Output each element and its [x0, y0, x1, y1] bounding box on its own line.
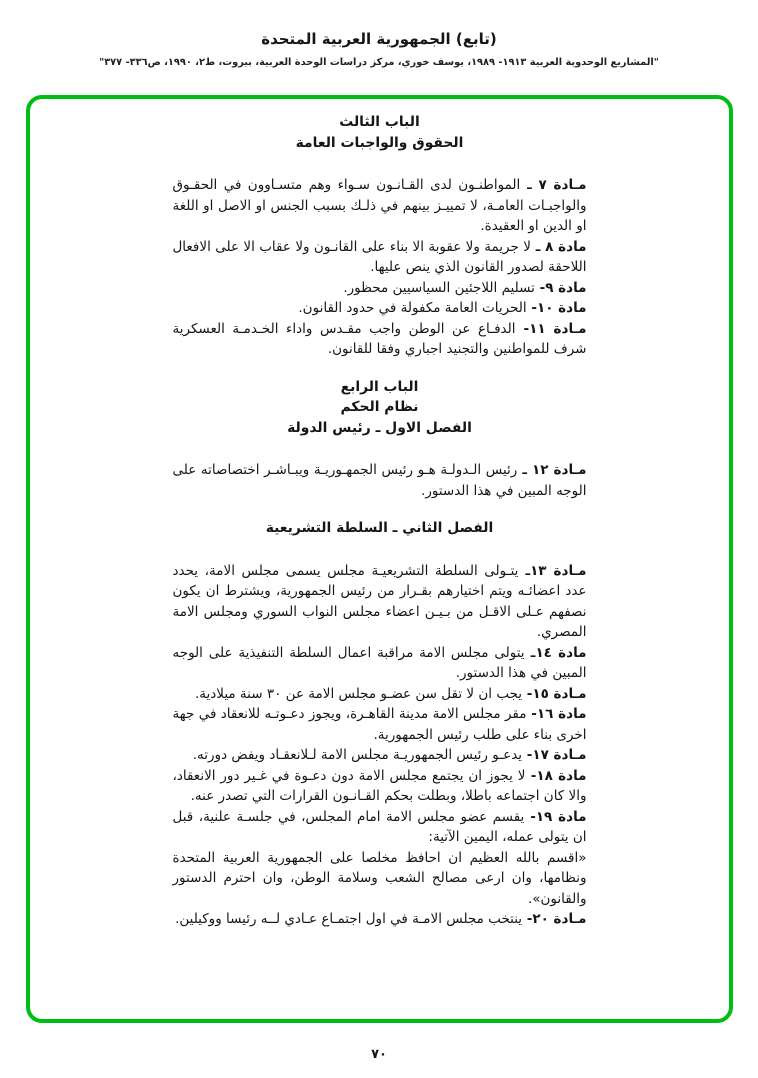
article-label: مـادة ١٥-	[522, 685, 587, 702]
section-heading: الباب الرابع	[340, 378, 419, 395]
article-paragraph: مادة ١٠- الحريات العامة مكفولة في حدود القانون.	[298, 300, 587, 316]
content-frame	[26, 95, 733, 1023]
section-heading: الفصل الثاني ـ السلطة التشريعية	[265, 520, 494, 536]
section-heading: نظام الحكم	[340, 399, 419, 415]
section-heading: الفصل الاول ـ رئيس الدولة	[287, 419, 472, 436]
article-paragraph: مادة ١٩- يقسم عضو مجلس الامة امام المجلس، في جلسـة علنية، قبل ان يتولى عمله، اليمين الآتية:	[172, 808, 587, 845]
document-footer	[0, 1047, 758, 1062]
article-label: مادة ١٩-	[524, 808, 587, 825]
article-paragraph: مـادة ٧ ـ المواطنـون لدى القـانـون سـواء وهم متسـاوون في الحقـوق والواجبـات العامـة، لا تمييـز بينهم في ذلـك بسبب الجنس او الاصل او اللغة او الدين او العقيدة.	[172, 177, 587, 234]
section-heading: الحقوق والواجبات العامة	[295, 134, 464, 151]
article-label: مـادة ١١-	[515, 320, 587, 337]
article-paragraph: مادة ١٦- مقر مجلس الامة مدينة القاهـرة، ويجوز دعـوتـه للانعقاد في جهة اخرى بناء على طلب رئيس الجمهورية.	[172, 706, 587, 743]
article-paragraph: مادة ٨ ـ لا جريمة ولا عقوبة الا بناء على القانـون ولا عقاب الا على الافعال اللاحقة لصدور القانون الذي ينص عليها.	[172, 238, 587, 275]
article-label: مـادة ١٢ ـ	[517, 462, 587, 478]
article-label: مـادة ١٣ـ	[518, 562, 587, 579]
article-label: مـادة ١٧-	[522, 747, 587, 763]
article-label: مادة ١٦-	[526, 706, 587, 722]
article-paragraph: مادة ١٨- لا يجوز ان يجتمع مجلس الامة دون دعـوة في غـير دور الانعقاد، والا كان اجتماعه باطلا، وبطلت بحكم القـانـون القرارات التي تصدر عنه.	[172, 767, 587, 804]
article-paragraph: مـادة ١٢ ـ رئيس الـدولـة هـو رئيس الجمهـوريـة ويبـاشـر اختصاصاته على الوجه المبين في هذا الدستور.	[172, 462, 587, 499]
article-paragraph: مادة ١٤ـ يتولى مجلس الامة مراقبة اعمال السلطة التنفيذية على الوجه المبين في هذا الدستور.	[172, 644, 587, 681]
section-heading: الباب الثالث	[339, 114, 420, 130]
article-paragraph: مـادة ١١- الدفـاع عن الوطن واجب مقـدس واداء الخـدمـة العسكرية شرف للمواطنين والتجنيد اجباري وفقا للقانون.	[172, 320, 587, 357]
article-label: مـادة ٢٠-	[522, 911, 587, 927]
article-paragraph: مـادة ١٧- يدعـو رئيس الجمهوريـة مجلس الامة لـلانعقـاد ويفض دورته.	[192, 747, 587, 763]
article-label: مادة ١٠-	[526, 300, 587, 316]
article-label: مادة ١٤ـ	[524, 644, 587, 661]
article-label: مادة ١٨-	[525, 767, 587, 784]
article-paragraph: مـادة ١٥- يجب ان لا تقل سن عضـو مجلس الامة عن ٣٠ سنة ميلادية.	[194, 685, 587, 702]
article-paragraph: مـادة ١٣ـ يتـولى السلطة التشريعيـة مجلس يسمى مجلس الامة، يحدد عدد اعضائـه ويتم اختيارهم بقـرار من رئيس الجمهورية، ويشترط ان يكون نصفهم عـلى الاقـل من بـيـن اعضاء مجلس النواب السوري ومجلس الامة المصري.	[172, 562, 587, 640]
document-body	[173, 112, 587, 930]
article-label: مـادة ٧ ـ	[520, 177, 587, 193]
article-label: مادة ٩-	[534, 279, 587, 296]
article-paragraph: مـادة ٢٠- ينتخب مجلس الامـة في اول اجتمـاع عـادي لــه رئيسا ووكيلين.	[175, 911, 587, 927]
document-header	[0, 30, 758, 68]
source-citation: "المشاريع الوحدوية العربية ١٩١٣- ١٩٨٩، يوسف خوري، مركز دراسات الوحدة العربية، بيروت، ط٢، ١٩٩٠، ص٣٣٦- ٣٧٧"	[99, 57, 659, 68]
article-label: مادة ٨ ـ	[530, 238, 587, 255]
oath-paragraph: «اقسم بالله العظيم ان احافظ مخلصا على الجمهورية العربية المتحدة ونظامها، وان ارعى مصالح الشعب وسلامة الوطن، وان احترم الدستور والقانون».	[172, 849, 587, 907]
document-title: (تابع) الجمهورية العربية المتحدة	[261, 30, 497, 48]
article-paragraph: مادة ٩- تسليم اللاجئين السياسيين محظور.	[343, 279, 587, 296]
page-number: ٧٠	[371, 1047, 387, 1062]
